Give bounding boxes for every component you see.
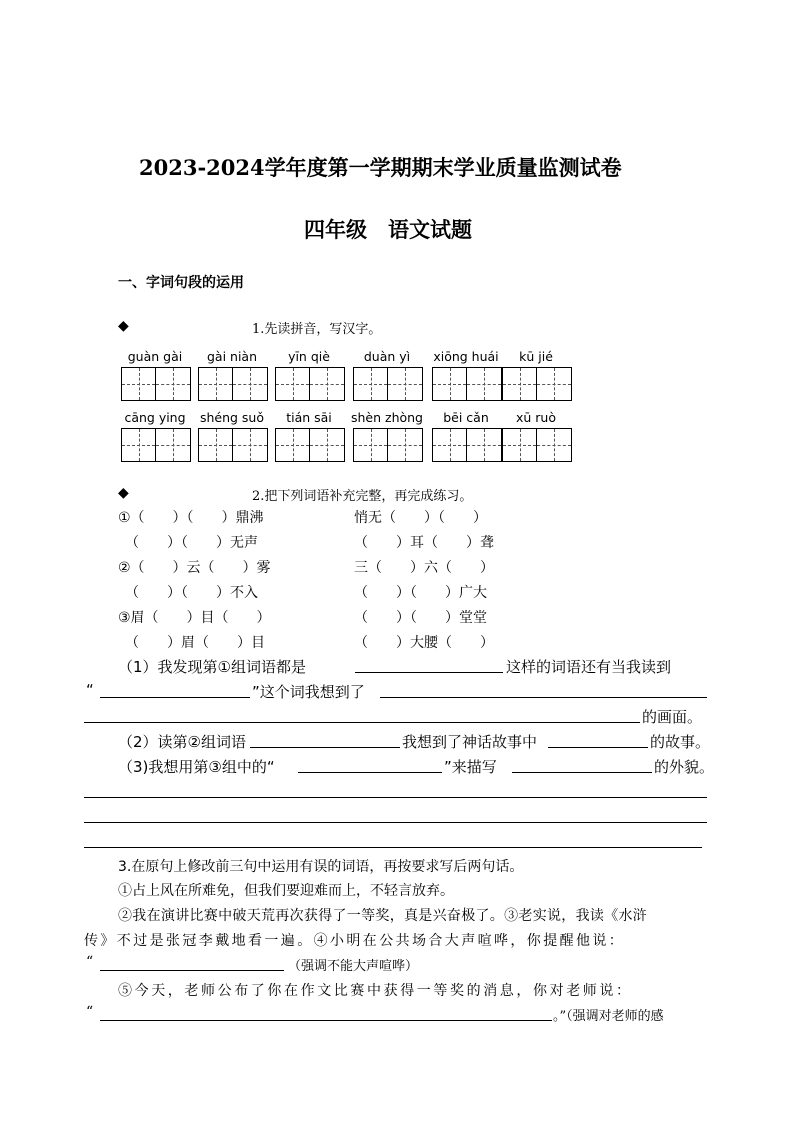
idiom-item: （ ）（ ）无声	[118, 535, 258, 551]
pinyin-label: tián sāi	[286, 410, 332, 425]
pinyin-label: yīn qiè	[288, 349, 330, 364]
answer-line[interactable]	[84, 797, 707, 798]
pinyin-label: shéng suǒ	[199, 410, 265, 425]
idiom-item: （ ）（ ）广大	[354, 585, 487, 601]
grid-cell[interactable]	[467, 368, 501, 400]
sentence-text: ①占上风在所难免，但我们要迎难而上，不轻言放弃。	[118, 883, 454, 899]
character-writing-box[interactable]	[121, 367, 191, 401]
answer-blank[interactable]	[84, 722, 640, 723]
bullet-icon: ◆	[118, 485, 129, 501]
grid-cell[interactable]	[537, 429, 571, 461]
character-writing-box[interactable]	[432, 367, 502, 401]
grid-cell[interactable]	[156, 429, 190, 461]
sub-question-text: （2）读第②组词语	[118, 733, 246, 751]
grid-cell[interactable]	[199, 429, 233, 461]
grid-cell[interactable]	[156, 368, 190, 400]
character-writing-box[interactable]	[198, 428, 268, 462]
pinyin-label: xū ruò	[515, 410, 556, 425]
idiom-item: （ ）（ ）堂堂	[354, 610, 487, 626]
answer-blank[interactable]	[100, 1020, 552, 1021]
grid-cell[interactable]	[354, 368, 388, 400]
pinyin-label: bēi cǎn	[443, 410, 489, 425]
character-writing-box[interactable]	[275, 367, 345, 401]
grid-cell[interactable]	[276, 429, 310, 461]
idiom-item: ②（ ）云（ ）雾	[118, 560, 271, 576]
sub-question-text: ”来描写	[444, 758, 497, 776]
idiom-item: 三（ ）六（ ）	[354, 560, 494, 576]
bullet-icon: ◆	[118, 318, 129, 334]
sentence-text: ②我在演讲比赛中破天荒再次获得了一等奖，真是兴奋极了。③老实说，我读《水浒	[118, 908, 648, 924]
idiom-item: （ ）耳（ ）聋	[354, 535, 494, 551]
sub-question-text: 这样的词语还有当我读到	[506, 658, 672, 676]
answer-blank[interactable]	[100, 697, 250, 698]
idiom-item: 悄无（ ）（ ）	[354, 510, 487, 526]
answer-blank[interactable]	[298, 772, 442, 773]
character-writing-box[interactable]	[198, 367, 268, 401]
grid-cell[interactable]	[503, 429, 537, 461]
answer-blank[interactable]	[250, 747, 400, 748]
character-writing-box[interactable]	[353, 367, 423, 401]
answer-blank[interactable]	[380, 697, 707, 698]
answer-blank[interactable]	[512, 772, 652, 773]
character-writing-box[interactable]	[275, 428, 345, 462]
grid-cell[interactable]	[310, 368, 344, 400]
sentence-text: ⑤今天，老师公布了你在作文比赛中获得一等奖的消息，你对老师说：	[118, 983, 633, 999]
grid-cell[interactable]	[122, 429, 156, 461]
character-writing-box[interactable]	[502, 428, 572, 462]
question-label: 1.先读拼音，写汉字。	[252, 322, 382, 337]
character-writing-box[interactable]	[502, 367, 572, 401]
question-label: 3.在原句上修改前三句中运用有误的词语，再按要求写后两句话。	[118, 859, 524, 875]
sentence-note: 。”（强调对老师的感	[553, 1009, 664, 1024]
answer-blank[interactable]	[355, 672, 503, 673]
grid-cell[interactable]	[537, 368, 571, 400]
pinyin-label: shèn zhòng	[350, 410, 423, 425]
grid-cell[interactable]	[433, 368, 467, 400]
character-writing-box[interactable]	[353, 428, 423, 462]
sentence-note: （强调不能大声喧哗）	[288, 959, 419, 974]
grid-cell[interactable]	[388, 368, 422, 400]
sub-question-text: ”这个词我想到了	[252, 683, 365, 701]
sub-question-text: 的外貌。	[654, 758, 715, 776]
idiom-item: （ ）（ ）不入	[118, 585, 258, 601]
answer-line[interactable]	[84, 847, 702, 848]
grid-cell[interactable]	[354, 429, 388, 461]
pinyin-label: guàn gài	[127, 349, 183, 364]
grid-cell[interactable]	[122, 368, 156, 400]
answer-blank[interactable]	[100, 970, 284, 971]
sub-question-text: 我想到了神话故事中	[402, 733, 538, 751]
section-heading: 一、字词句段的运用	[118, 275, 244, 291]
pinyin-label: xiōng huái	[433, 349, 499, 364]
sub-question-text: “	[86, 681, 94, 699]
pinyin-label: cāng ying	[124, 410, 186, 425]
sub-question-text: （3)我想用第③组中的“	[118, 758, 275, 776]
idiom-item: ①（ ）（ ）鼎沸	[118, 510, 264, 526]
answer-line[interactable]	[84, 822, 707, 823]
sub-question-text: 的故事。	[650, 733, 711, 751]
sentence-text: “	[86, 1004, 94, 1020]
exam-subtitle: 四年级 语文试题	[304, 217, 472, 242]
grid-cell[interactable]	[276, 368, 310, 400]
answer-blank[interactable]	[548, 747, 648, 748]
pinyin-label: kū jié	[519, 349, 553, 364]
grid-cell[interactable]	[433, 429, 467, 461]
grid-cell[interactable]	[233, 429, 267, 461]
grid-cell[interactable]	[503, 368, 537, 400]
character-writing-box[interactable]	[121, 428, 191, 462]
pinyin-label: gài niàn	[206, 349, 258, 364]
sub-question-text: 的画面。	[642, 708, 703, 726]
grid-cell[interactable]	[388, 429, 422, 461]
idiom-item: （ ）大腰（ ）	[354, 635, 494, 651]
sub-question-text: （1）我发现第①组词语都是	[118, 658, 306, 676]
exam-title: 2023-2024学年度第一学期期末学业质量监测试卷	[139, 155, 622, 180]
idiom-item: ③眉（ ）目（ ）	[118, 610, 271, 626]
character-writing-box[interactable]	[432, 428, 502, 462]
grid-cell[interactable]	[467, 429, 501, 461]
sentence-text: “	[86, 954, 94, 970]
pinyin-label: duàn yì	[363, 349, 411, 364]
grid-cell[interactable]	[199, 368, 233, 400]
grid-cell[interactable]	[310, 429, 344, 461]
question-label: 2.把下列词语补充完整，再完成练习。	[252, 489, 473, 504]
grid-cell[interactable]	[233, 368, 267, 400]
sentence-text: 传》不过是张冠李戴地看一遍。④小明在公共场合大声喧哗，你提醒他说：	[84, 933, 626, 949]
idiom-item: （ ）眉（ ）目	[118, 635, 265, 651]
